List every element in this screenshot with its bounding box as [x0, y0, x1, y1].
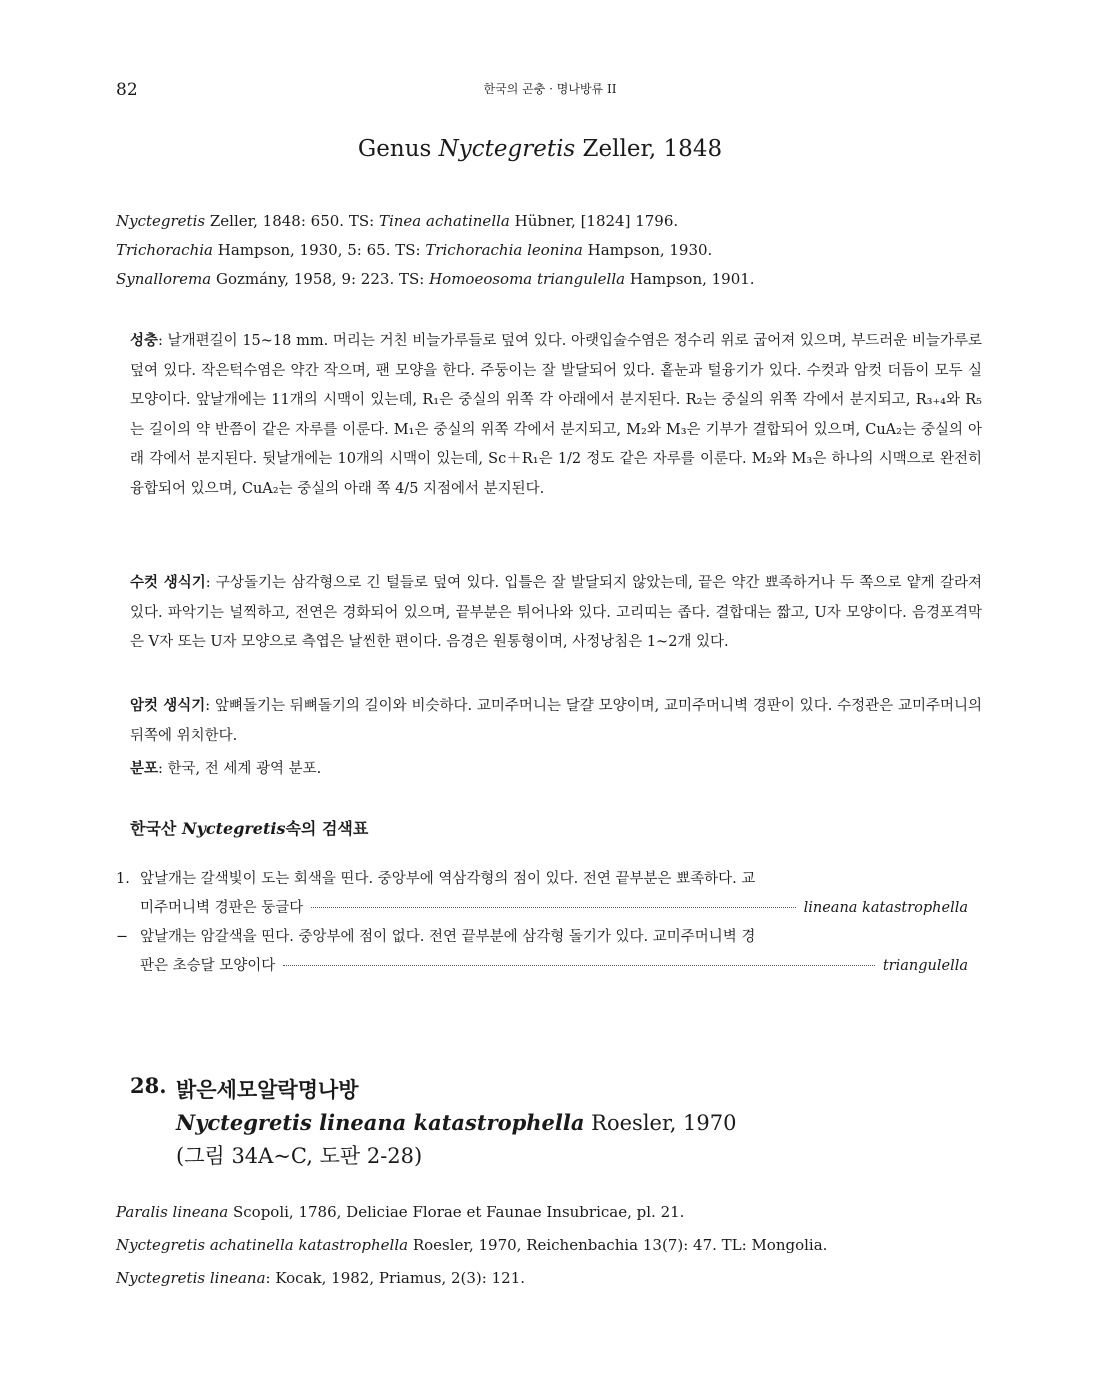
- page-number: 82: [116, 80, 138, 100]
- female-genitalia-description: [116, 691, 982, 751]
- key-title-pre: 한국산: [130, 819, 182, 838]
- synonym-name: Nyctegretis achatinella katastrophella: [116, 1236, 409, 1254]
- synonym-row: [116, 1262, 976, 1295]
- synonym-row: [116, 265, 976, 294]
- dot-leader: [311, 907, 795, 908]
- synonym-citation: Hampson, 1930, 5: 65. TS:: [212, 241, 426, 259]
- type-species: Homoeosoma triangulella: [429, 270, 626, 288]
- type-species-author: Hampson, 1901.: [625, 270, 755, 288]
- synonym-row: [116, 1196, 976, 1229]
- adult-description: [116, 326, 982, 504]
- synonym-name: Nyctegretis: [116, 212, 206, 230]
- key-title-genus: Nyctegretis: [181, 819, 286, 838]
- couplet-line: 앞날개는 암갈색을 띤다. 중앙부에 점이 없다. 전연 끝부분에 삼각형 돌기가 있다. 교미주머니벽 경: [140, 929, 756, 945]
- male-text: : 구상돌기는 삼각형으로 긴 털들로 덮여 있다. 입틀은 잘 발달되지 않았는데, 끝은 약간 뾰족하거나 두 쪽으로 얕게 갈라져 있다. 파악기는 널찍하고, 전연은 경화되어 있으며, 끝부분은 튀어나와 있다. 고리띠는 좁다. 결합대는 짧고, U자 모양이다. 음경포격막은 V자 또는 U자 모양으로 측엽은 날씬한 편이다. 음경은 원통형이며, 사정낭침은 1~2개 있다.: [130, 575, 982, 650]
- species-scientific-name: Nyctegretis lineana katastrophella: [176, 1110, 585, 1135]
- synonym-citation: Roesler, 1970, Reichenbachia 13(7): 47. TL: Mongolia.: [408, 1236, 828, 1254]
- synonym-citation: Zeller, 1848: 650. TS:: [205, 212, 379, 230]
- female-label: 암컷 생식기: [130, 697, 206, 714]
- dot-leader: [283, 965, 875, 966]
- synonym-name: Nyctegretis lineana: [116, 1269, 266, 1287]
- key-title-post: 속의 검색표: [285, 819, 369, 838]
- synonym-citation: Scopoli, 1786, Deliciae Florae et Faunae Insubricae, pl. 21.: [228, 1203, 685, 1221]
- genus-label: Genus: [357, 136, 432, 162]
- synonym-citation: Gozmány, 1958, 9: 223. TS:: [211, 270, 430, 288]
- adult-text: : 날개편길이 15~18 mm. 머리는 거친 비늘가루들로 덮여 있다. 아랫입술수염은 정수리 위로 굽어져 있으며, 부드러운 비늘가루로 덮여 있다. 작은턱수염은 약간 작으며, 팬 모양을 한다. 주둥이는 잘 발달되어 있다. 홑눈과 털융기가 있다. 수컷과 암컷 더듬이 모두 실 모양이다. 앞날개에는 11개의 시맥이 있는데, R₁은 중실의 위쪽 각 아래에서 분지된다. R₂는 중실의 위쪽 각에서 분지되고, R₃₊₄와 R₅는 길이의 약 반쯤이 같은 자루를 이룬다. M₁은 중실의 위쪽 각에서 분지되고, M₂와 M₃은 기부가 결합되어 있으며, CuA₂는 중실의 아래 각에서 분지된다. 뒷날개에는 10개의 시맥이 있는데, Sc＋R₁은 1/2 정도 같은 자루를 이룬다. M₂와 M₃은 하나의 시맥으로 완전히 융합되어 있으며, CuA₂는 중실의 아래 쪽 4/5 지점에서 분지된다.: [130, 333, 982, 497]
- synonym-name: Paralis lineana: [116, 1203, 229, 1221]
- synonym-name: Trichorachia: [116, 241, 213, 259]
- female-text: : 앞뼈돌기는 뒤뼈돌기의 길이와 비슷하다. 교미주머니는 달걀 모양이며, 교미주머니벽 경판이 있다. 수정관은 교미주머니의 뒤쪽에 위치한다.: [130, 698, 982, 744]
- couplet-leader-line: [140, 952, 968, 981]
- key-taxon: lineana katastrophella: [803, 900, 968, 916]
- male-label: 수컷 생식기: [130, 574, 206, 591]
- running-header: 한국의 곤충 · 명나방류 II: [483, 82, 617, 96]
- species-heading: [176, 1073, 737, 1173]
- key-couplet: [116, 865, 968, 923]
- genus-name: Nyctegretis: [438, 136, 576, 162]
- species-korean-name: 밝은세모알락명나방: [176, 1077, 359, 1102]
- synonym-name: Synallorema: [116, 270, 212, 288]
- identification-key: [116, 865, 968, 981]
- synonym-row: [116, 1229, 976, 1262]
- couplet-line: 판은 초승달 모양이다: [140, 958, 276, 974]
- couplet-marker: 1.: [116, 871, 130, 887]
- species-author: Roesler, 1970: [584, 1111, 737, 1135]
- species-scientific-line: [176, 1106, 737, 1140]
- species-figure-reference: (그림 34A~C, 도판 2-28): [176, 1144, 423, 1168]
- distribution-text: : 한국, 전 세계 광역 분포.: [158, 761, 322, 777]
- distribution-label: 분포: [130, 760, 159, 777]
- couplet-line: 앞날개는 갈색빛이 도는 회색을 띤다. 중앙부에 역삼각형의 점이 있다. 전연 끝부분은 뾰족하다. 교: [140, 871, 756, 887]
- type-species-author: Hampson, 1930.: [582, 241, 713, 259]
- key-couplet: [116, 923, 968, 981]
- genus-title: [0, 136, 1080, 162]
- key-title: [130, 816, 368, 839]
- synonym-row: [116, 236, 976, 265]
- distribution: [116, 754, 982, 785]
- adult-label: 성충: [130, 332, 159, 349]
- couplet-line: 미주머니벽 경판은 둥글다: [140, 900, 304, 916]
- synonym-row: [116, 207, 976, 236]
- species-number: 28.: [130, 1073, 167, 1098]
- type-species: Trichorachia leonina: [425, 241, 583, 259]
- couplet-marker: −: [116, 929, 129, 945]
- species-synonym-list: [116, 1196, 976, 1295]
- genus-synonym-list: [116, 207, 976, 294]
- male-genitalia-description: [116, 568, 982, 658]
- type-species-author: Hübner, [1824] 1796.: [509, 212, 679, 230]
- key-taxon: triangulella: [882, 958, 968, 974]
- synonym-citation: : Kocak, 1982, Priamus, 2(3): 121.: [265, 1269, 525, 1287]
- type-species: Tinea achatinella: [378, 212, 510, 230]
- genus-author: Zeller, 1848: [582, 136, 723, 162]
- couplet-leader-line: [140, 894, 968, 923]
